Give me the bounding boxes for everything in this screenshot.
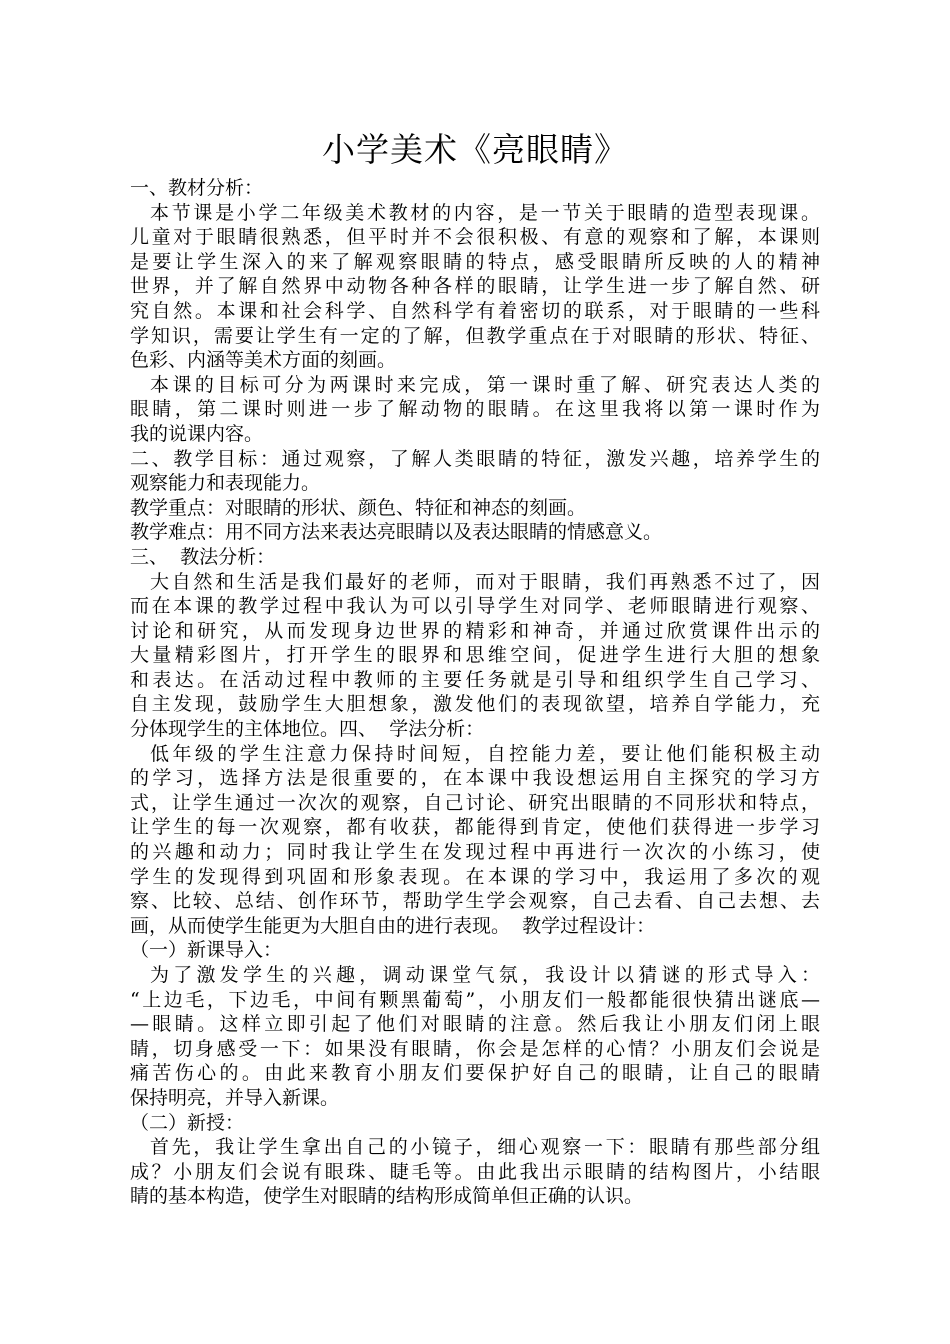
text-line: 我的说课内容。: [130, 422, 264, 445]
text-line: 察、比较、总结、创作环节，帮助学生学会观察，自己去看、自己去想、去: [130, 890, 820, 913]
text-line: 观察能力和表现能力。: [130, 472, 321, 495]
text-line: 儿童对于眼睛很熟悉，但平时并不会很积极、有意的观察和了解，本课则: [130, 226, 820, 249]
text-line: 画，从而使学生能更为大胆自由的进行表现。 教学过程设计：: [130, 914, 656, 937]
text-line: 大量精彩图片，打开学生的眼界和思维空间，促进学生进行大胆的想象: [130, 644, 820, 667]
text-line: （一）新课导入：: [130, 939, 283, 962]
text-line: “上边毛，下边毛，中间有颗黑葡萄”，小朋友们一般都能很快猜出谜底—: [130, 988, 820, 1011]
text-line: 低年级的学生注意力保持时间短，自控能力差，要让他们能积极主动: [150, 742, 820, 765]
text-line: 保持明亮，并导入新课。: [130, 1086, 340, 1109]
text-line: 让学生的每一次观察，都有收获，都能得到肯定，使他们获得进一步学习: [130, 816, 820, 839]
text-line: （二）新授：: [130, 1111, 245, 1134]
text-line: 是要让学生深入的来了解观察眼睛的特点，感受眼睛所反映的人的精神: [130, 250, 820, 273]
text-line: 的兴趣和动力；同时我让学生在发现过程中再进行一次次的小练习，使: [130, 841, 820, 864]
text-line: 本课的目标可分为两课时来完成，第一课时重了解、研究表达人类的: [150, 373, 820, 396]
text-line: 睛，切身感受一下：如果没有眼睛，你会是怎样的心情？小朋友们会说是: [130, 1037, 820, 1060]
text-line: 教学重点：对眼睛的形状、颜色、特征和神态的刻画。: [130, 496, 587, 519]
text-line: 学知识，需要让学生有一定的了解，但教学重点在于对眼睛的形状、特征、: [130, 324, 820, 347]
text-line: 大自然和生活是我们最好的老师，而对于眼睛，我们再熟悉不过了，因: [150, 570, 820, 593]
text-line: 式，让学生通过一次次的观察，自己讨论、研究出眼睛的不同形状和特点，: [130, 791, 820, 814]
document-title: 小学美术《亮眼睛》: [322, 130, 628, 169]
text-line: —眼睛。这样立即引起了他们对眼睛的注意。然后我让小朋友们闭上眼: [130, 1013, 820, 1036]
text-line: 成？小朋友们会说有眼珠、睫毛等。由此我出示眼睛的结构图片，小结眼: [130, 1160, 820, 1183]
text-line: 的学习，选择方法是很重要的，在本课中我设想运用自主探究的学习方: [130, 767, 820, 790]
text-line: 色彩、内涵等美术方面的刻画。: [130, 349, 397, 372]
text-line: 而在本课的教学过程中我认为可以引导学生对同学、老师眼睛进行观察、: [130, 595, 820, 618]
text-line: 讨论和研究，从而发现身边世界的精彩和神奇，并通过欣赏课件出示的: [130, 619, 820, 642]
text-line: 分体现学生的主体地位。四、 学法分析：: [130, 718, 485, 741]
text-line: 究自然。本课和社会科学、自然科学有着密切的联系，对于眼睛的一些科: [130, 299, 820, 322]
text-line: 痛苦伤心的。由此来教育小朋友们要保护好自己的眼睛，让自己的眼睛: [130, 1062, 820, 1085]
text-line: 三、 教法分析：: [130, 545, 276, 568]
text-line: 眼睛，第二课时则进一步了解动物的眼睛。在这里我将以第一课时作为: [130, 398, 820, 421]
text-line: 一、教材分析：: [130, 177, 264, 199]
text-line: 和表达。在活动过程中教师的主要任务就是引导和组织学生自己学习、: [130, 668, 820, 691]
document-body: [130, 176, 820, 1209]
text-line: 世界，并了解自然界中动物各种各样的眼睛，让学生进一步了解自然、研: [130, 275, 820, 298]
text-line: 首先，我让学生拿出自己的小镜子，细心观察一下：眼睛有那些部分组: [150, 1136, 820, 1159]
text-line: 教学难点：用不同方法来表达亮眼睛以及表达眼睛的情感意义。: [130, 521, 663, 544]
text-line: 二、教学目标：通过观察，了解人类眼睛的特征，激发兴趣，培养学生的: [130, 447, 820, 470]
text-line: 睛的基本构造，使学生对眼睛的结构形成简单但正确的认识。: [130, 1185, 644, 1208]
text-line: 为了激发学生的兴趣，调动课堂气氛，我设计以猜谜的形式导入：: [150, 964, 820, 986]
text-line: 本节课是小学二年级美术教材的内容，是一节关于眼睛的造型表现课。: [150, 201, 820, 224]
document-page: [130, 128, 820, 1209]
text-line: 学生的发现得到巩固和形象表现。在本课的学习中，我运用了多次的观: [130, 865, 820, 888]
text-line: 自主发现，鼓励学生大胆想象，激发他们的表现欲望，培养自学能力，充: [130, 693, 820, 716]
